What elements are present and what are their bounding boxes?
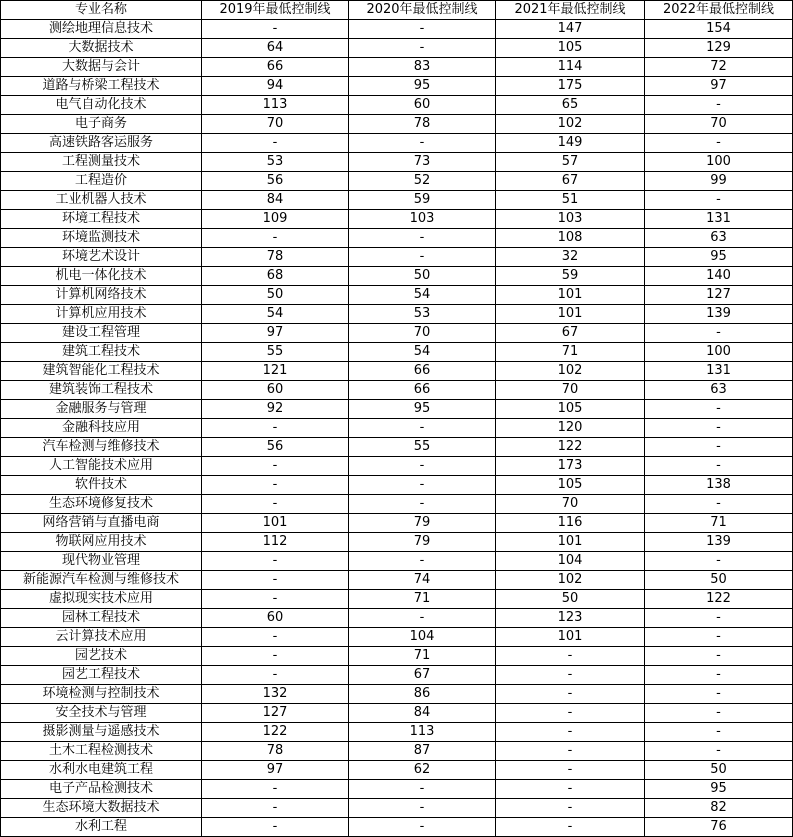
cell-2021: 147 — [496, 20, 645, 39]
table-row — [1, 590, 793, 609]
cell-2021: - — [496, 799, 645, 818]
table-row — [1, 286, 793, 305]
cell-major: 道路与桥梁工程技术 — [1, 77, 202, 96]
cell-2022: - — [645, 552, 793, 571]
cell-2019: 127 — [202, 704, 349, 723]
cell-2022: - — [645, 96, 793, 115]
cell-2021: 105 — [496, 476, 645, 495]
cell-2019: - — [202, 799, 349, 818]
cell-2019: 122 — [202, 723, 349, 742]
cell-2019: 78 — [202, 248, 349, 267]
cell-2020: 67 — [349, 666, 496, 685]
cell-2020: 95 — [349, 400, 496, 419]
cell-major: 现代物业管理 — [1, 552, 202, 571]
cell-2021: 51 — [496, 191, 645, 210]
cell-2020: - — [349, 134, 496, 153]
cell-2020: 60 — [349, 96, 496, 115]
cell-major: 环境工程技术 — [1, 210, 202, 229]
cell-2019: - — [202, 134, 349, 153]
cell-2022: 99 — [645, 172, 793, 191]
cell-2020: - — [349, 419, 496, 438]
cell-major: 安全技术与管理 — [1, 704, 202, 723]
cell-2019: - — [202, 666, 349, 685]
table-row — [1, 115, 793, 134]
cell-2021: - — [496, 780, 645, 799]
cell-major: 物联网应用技术 — [1, 533, 202, 552]
cell-major: 环境艺术设计 — [1, 248, 202, 267]
cell-2021: 120 — [496, 419, 645, 438]
cell-2022: - — [645, 609, 793, 628]
cell-2021: 105 — [496, 400, 645, 419]
cell-major: 摄影测量与遥感技术 — [1, 723, 202, 742]
cell-2019: 94 — [202, 77, 349, 96]
cell-2021: 122 — [496, 438, 645, 457]
cell-2019: - — [202, 495, 349, 514]
cell-2022: - — [645, 647, 793, 666]
cell-major: 金融服务与管理 — [1, 400, 202, 419]
cell-2020: - — [349, 818, 496, 837]
cell-2019: 112 — [202, 533, 349, 552]
cell-major: 工业机器人技术 — [1, 191, 202, 210]
cell-2021: 102 — [496, 571, 645, 590]
cell-2019: 53 — [202, 153, 349, 172]
cell-major: 计算机应用技术 — [1, 305, 202, 324]
table-row — [1, 533, 793, 552]
table-row — [1, 153, 793, 172]
table-row — [1, 457, 793, 476]
cell-2020: 83 — [349, 58, 496, 77]
table-row — [1, 362, 793, 381]
cell-2021: 65 — [496, 96, 645, 115]
cell-2019: 64 — [202, 39, 349, 58]
cell-major: 园艺工程技术 — [1, 666, 202, 685]
cell-2019: 121 — [202, 362, 349, 381]
table-row — [1, 609, 793, 628]
cell-2019: 66 — [202, 58, 349, 77]
cell-major: 软件技术 — [1, 476, 202, 495]
cell-2019: 50 — [202, 286, 349, 305]
cell-2019: 101 — [202, 514, 349, 533]
cell-2019: 97 — [202, 761, 349, 780]
cell-2020: 73 — [349, 153, 496, 172]
cell-2019: 97 — [202, 324, 349, 343]
cell-major: 电气自动化技术 — [1, 96, 202, 115]
cell-2022: 127 — [645, 286, 793, 305]
cell-major: 大数据技术 — [1, 39, 202, 58]
cell-2022: 129 — [645, 39, 793, 58]
cell-2022: 71 — [645, 514, 793, 533]
cell-major: 计算机网络技术 — [1, 286, 202, 305]
cell-major: 网络营销与直播电商 — [1, 514, 202, 533]
table-body — [1, 20, 793, 837]
cell-2022: 50 — [645, 571, 793, 590]
table-row — [1, 799, 793, 818]
cell-2021: - — [496, 647, 645, 666]
cell-2020: 79 — [349, 533, 496, 552]
cell-2022: 138 — [645, 476, 793, 495]
cell-2022: 131 — [645, 210, 793, 229]
cell-2020: 84 — [349, 704, 496, 723]
table-row — [1, 761, 793, 780]
table-row — [1, 628, 793, 647]
header-2022: 2022年最低控制线 — [645, 1, 793, 20]
cell-2020: - — [349, 780, 496, 799]
cell-major: 建设工程管理 — [1, 324, 202, 343]
cell-major: 土木工程检测技术 — [1, 742, 202, 761]
cell-2022: 154 — [645, 20, 793, 39]
cell-2020: 113 — [349, 723, 496, 742]
cell-2022: - — [645, 324, 793, 343]
cell-2020: 66 — [349, 381, 496, 400]
table-row — [1, 77, 793, 96]
cell-major: 环境检测与控制技术 — [1, 685, 202, 704]
cell-2022: 72 — [645, 58, 793, 77]
cell-2021: - — [496, 818, 645, 837]
cell-2022: 76 — [645, 818, 793, 837]
cell-2021: 103 — [496, 210, 645, 229]
cell-2021: 50 — [496, 590, 645, 609]
cell-2021: 102 — [496, 362, 645, 381]
header-2019: 2019年最低控制线 — [202, 1, 349, 20]
cell-2020: - — [349, 799, 496, 818]
cell-2021: 116 — [496, 514, 645, 533]
cell-major: 水利水电建筑工程 — [1, 761, 202, 780]
cell-2021: 104 — [496, 552, 645, 571]
cell-2022: - — [645, 685, 793, 704]
table-row — [1, 343, 793, 362]
cell-2020: 71 — [349, 590, 496, 609]
cell-2020: 78 — [349, 115, 496, 134]
cell-major: 工程造价 — [1, 172, 202, 191]
cell-2021: 101 — [496, 286, 645, 305]
cell-2021: 102 — [496, 115, 645, 134]
table-row — [1, 20, 793, 39]
table-row — [1, 552, 793, 571]
cell-2019: 70 — [202, 115, 349, 134]
cell-2022: 100 — [645, 343, 793, 362]
cell-major: 人工智能技术应用 — [1, 457, 202, 476]
cell-major: 工程测量技术 — [1, 153, 202, 172]
cell-major: 虚拟现实技术应用 — [1, 590, 202, 609]
cell-major: 高速铁路客运服务 — [1, 134, 202, 153]
cell-2022: - — [645, 723, 793, 742]
cell-2022: - — [645, 191, 793, 210]
cell-2019: - — [202, 628, 349, 647]
table-row — [1, 818, 793, 837]
cell-2022: - — [645, 704, 793, 723]
cell-2022: - — [645, 134, 793, 153]
cell-2022: - — [645, 742, 793, 761]
cell-2020: 79 — [349, 514, 496, 533]
cell-2022: - — [645, 628, 793, 647]
cell-2019: - — [202, 476, 349, 495]
header-2020: 2020年最低控制线 — [349, 1, 496, 20]
cell-2020: 70 — [349, 324, 496, 343]
cell-2019: 56 — [202, 438, 349, 457]
cell-2022: - — [645, 419, 793, 438]
cell-major: 新能源汽车检测与维修技术 — [1, 571, 202, 590]
cell-2021: 149 — [496, 134, 645, 153]
cell-major: 建筑装饰工程技术 — [1, 381, 202, 400]
table-row — [1, 780, 793, 799]
cell-2020: 54 — [349, 286, 496, 305]
table-row — [1, 96, 793, 115]
cell-2019: - — [202, 590, 349, 609]
table-row — [1, 305, 793, 324]
cell-2019: 84 — [202, 191, 349, 210]
cell-2021: 101 — [496, 533, 645, 552]
cell-2019: 109 — [202, 210, 349, 229]
table-row — [1, 647, 793, 666]
cell-2020: 71 — [349, 647, 496, 666]
cell-2019: - — [202, 571, 349, 590]
cell-2020: - — [349, 476, 496, 495]
cell-2021: 173 — [496, 457, 645, 476]
cell-2021: 59 — [496, 267, 645, 286]
cell-2022: 140 — [645, 267, 793, 286]
cell-2021: - — [496, 723, 645, 742]
cell-2021: - — [496, 666, 645, 685]
cell-2021: 70 — [496, 381, 645, 400]
cell-major: 云计算技术应用 — [1, 628, 202, 647]
table-row — [1, 39, 793, 58]
cell-2019: 92 — [202, 400, 349, 419]
cell-2020: - — [349, 248, 496, 267]
cell-2022: 82 — [645, 799, 793, 818]
cell-2021: 114 — [496, 58, 645, 77]
table-row — [1, 704, 793, 723]
cell-2019: 54 — [202, 305, 349, 324]
cell-2019: 113 — [202, 96, 349, 115]
cell-2020: 103 — [349, 210, 496, 229]
cell-2019: - — [202, 229, 349, 248]
cell-2020: - — [349, 552, 496, 571]
table-row — [1, 685, 793, 704]
cell-2021: 71 — [496, 343, 645, 362]
cell-2022: 139 — [645, 533, 793, 552]
cell-major: 测绘地理信息技术 — [1, 20, 202, 39]
cell-2021: 108 — [496, 229, 645, 248]
cell-2020: 54 — [349, 343, 496, 362]
header-major: 专业名称 — [1, 1, 202, 20]
cell-major: 电子产品检测技术 — [1, 780, 202, 799]
table-row — [1, 666, 793, 685]
cell-major: 金融科技应用 — [1, 419, 202, 438]
cell-2019: 60 — [202, 381, 349, 400]
cell-2020: - — [349, 229, 496, 248]
cell-2020: 62 — [349, 761, 496, 780]
cell-2019: 68 — [202, 267, 349, 286]
table-row — [1, 134, 793, 153]
cell-2021: 67 — [496, 172, 645, 191]
table-row — [1, 742, 793, 761]
cell-2022: 70 — [645, 115, 793, 134]
cell-2021: - — [496, 685, 645, 704]
cell-2021: 101 — [496, 628, 645, 647]
cell-2022: 50 — [645, 761, 793, 780]
cell-2021: - — [496, 761, 645, 780]
cell-2020: 55 — [349, 438, 496, 457]
cell-2020: 52 — [349, 172, 496, 191]
table-row — [1, 191, 793, 210]
cell-major: 环境监测技术 — [1, 229, 202, 248]
header-row — [1, 1, 793, 20]
cell-2020: 87 — [349, 742, 496, 761]
cell-2021: 57 — [496, 153, 645, 172]
cell-2020: 86 — [349, 685, 496, 704]
cell-2021: 105 — [496, 39, 645, 58]
cell-2021: 32 — [496, 248, 645, 267]
cell-2022: 139 — [645, 305, 793, 324]
cell-major: 园林工程技术 — [1, 609, 202, 628]
cell-2022: - — [645, 666, 793, 685]
table-row — [1, 210, 793, 229]
cell-major: 机电一体化技术 — [1, 267, 202, 286]
table-row — [1, 495, 793, 514]
header-2021: 2021年最低控制线 — [496, 1, 645, 20]
cell-2019: 55 — [202, 343, 349, 362]
table-row — [1, 514, 793, 533]
cell-major: 生态环境修复技术 — [1, 495, 202, 514]
cell-2020: 66 — [349, 362, 496, 381]
table-row — [1, 248, 793, 267]
cell-2021: 123 — [496, 609, 645, 628]
cell-2021: 101 — [496, 305, 645, 324]
cell-major: 生态环境大数据技术 — [1, 799, 202, 818]
table-row — [1, 172, 793, 191]
cell-major: 建筑智能化工程技术 — [1, 362, 202, 381]
table-row — [1, 229, 793, 248]
cell-2022: 63 — [645, 381, 793, 400]
table-row — [1, 381, 793, 400]
cell-2019: - — [202, 419, 349, 438]
cell-2022: - — [645, 400, 793, 419]
cell-major: 电子商务 — [1, 115, 202, 134]
cell-2020: 50 — [349, 267, 496, 286]
cell-2020: 104 — [349, 628, 496, 647]
cell-2022: - — [645, 495, 793, 514]
table-row — [1, 267, 793, 286]
cell-2019: 56 — [202, 172, 349, 191]
cell-2021: 70 — [496, 495, 645, 514]
cell-2019: - — [202, 818, 349, 837]
cell-2020: - — [349, 20, 496, 39]
cell-2020: 59 — [349, 191, 496, 210]
cell-2022: 95 — [645, 780, 793, 799]
table-row — [1, 438, 793, 457]
cell-2019: - — [202, 20, 349, 39]
cell-2022: 131 — [645, 362, 793, 381]
cell-2019: - — [202, 552, 349, 571]
cell-2020: - — [349, 609, 496, 628]
cell-major: 汽车检测与维修技术 — [1, 438, 202, 457]
cell-2022: - — [645, 438, 793, 457]
table-row — [1, 571, 793, 590]
table-row — [1, 58, 793, 77]
cell-2020: 53 — [349, 305, 496, 324]
cell-2022: - — [645, 457, 793, 476]
cell-2019: - — [202, 647, 349, 666]
cell-2020: - — [349, 495, 496, 514]
cell-2020: 95 — [349, 77, 496, 96]
cell-2021: 175 — [496, 77, 645, 96]
cell-2019: - — [202, 457, 349, 476]
cell-2019: 78 — [202, 742, 349, 761]
cell-major: 建筑工程技术 — [1, 343, 202, 362]
cell-2022: 95 — [645, 248, 793, 267]
cell-2020: 74 — [349, 571, 496, 590]
cell-2019: 60 — [202, 609, 349, 628]
table-row — [1, 723, 793, 742]
table-row — [1, 324, 793, 343]
table-row — [1, 419, 793, 438]
cell-major: 大数据与会计 — [1, 58, 202, 77]
cell-2022: 97 — [645, 77, 793, 96]
table-row — [1, 476, 793, 495]
cell-2022: 63 — [645, 229, 793, 248]
cell-2021: - — [496, 704, 645, 723]
cell-2019: - — [202, 780, 349, 799]
cell-2021: - — [496, 742, 645, 761]
cell-major: 水利工程 — [1, 818, 202, 837]
cell-major: 园艺技术 — [1, 647, 202, 666]
cell-2022: 100 — [645, 153, 793, 172]
cell-2021: 67 — [496, 324, 645, 343]
cell-2019: 132 — [202, 685, 349, 704]
cell-2022: 122 — [645, 590, 793, 609]
cell-2020: - — [349, 457, 496, 476]
cell-2020: - — [349, 39, 496, 58]
table-row — [1, 400, 793, 419]
